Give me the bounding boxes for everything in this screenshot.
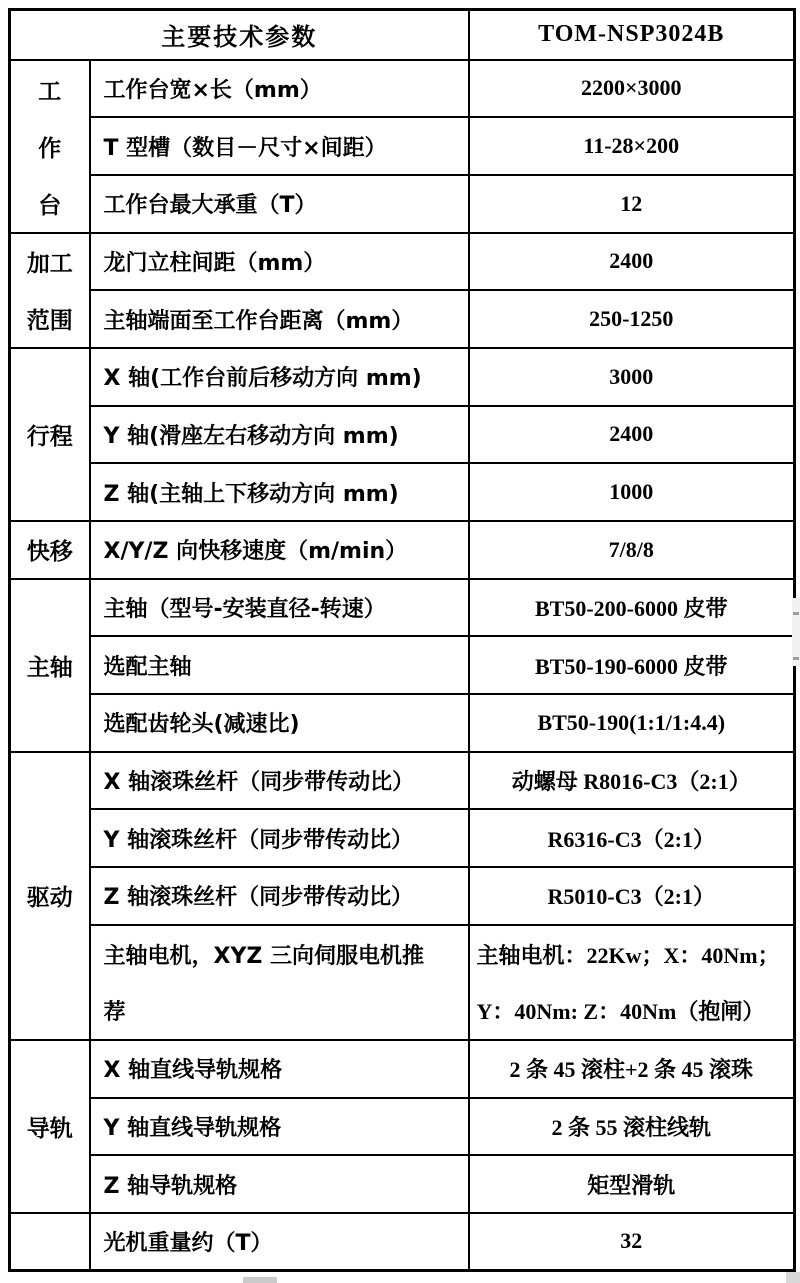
param-cell: 工作台宽×长（mm） xyxy=(90,60,469,118)
value-cell: 2 条 55 滚柱线轨 xyxy=(469,1098,795,1156)
row-rapid-speed xyxy=(10,521,795,579)
table-title: 主要技术参数 xyxy=(10,10,469,60)
value-cell: 11-28×200 xyxy=(469,117,795,175)
bottom-edge-artifact xyxy=(243,1277,277,1283)
param-cell: Y 轴滚珠丝杆（同步带传动比） xyxy=(90,809,469,867)
param-cell: Y 轴直线导轨规格 xyxy=(90,1098,469,1156)
row-column-distance xyxy=(10,233,795,291)
value-cell: R5010-C3（2:1） xyxy=(469,867,795,925)
value-cell: 2200×3000 xyxy=(469,60,795,118)
row-spindle-to-table xyxy=(10,290,795,348)
param-cell: Z 轴滚珠丝杆（同步带传动比） xyxy=(90,867,469,925)
param-cell: 龙门立柱间距（mm） xyxy=(90,233,469,291)
value-cell: 2400 xyxy=(469,406,795,464)
param-cell: Z 轴导轨规格 xyxy=(90,1155,469,1213)
value-cell: 3000 xyxy=(469,348,795,406)
row-tslot xyxy=(10,117,795,175)
row-max-load xyxy=(10,175,795,233)
param-cell: X 轴滚珠丝杆（同步带传动比） xyxy=(90,752,469,810)
value-cell: 7/8/8 xyxy=(469,521,795,579)
value-cell: 1000 xyxy=(469,463,795,521)
row-gear-head xyxy=(10,694,795,752)
header-row xyxy=(10,10,795,60)
scrollbar-tick xyxy=(793,612,799,615)
param-cell: Y 轴(滑座左右移动方向 mm) xyxy=(90,406,469,464)
category-worktable xyxy=(10,60,90,233)
row-z-guideway xyxy=(10,1155,795,1213)
param-cell: X 轴(工作台前后移动方向 mm) xyxy=(90,348,469,406)
value-cell: 2 条 45 滚柱+2 条 45 滚珠 xyxy=(469,1040,795,1098)
row-x-ballscrew xyxy=(10,752,795,810)
param-cell: 光机重量约（T） xyxy=(90,1213,469,1271)
value-cell xyxy=(469,925,795,1040)
value-cell: 12 xyxy=(469,175,795,233)
value-cell: BT50-200-6000 皮带 xyxy=(469,579,795,637)
row-y-ballscrew xyxy=(10,809,795,867)
param-cell: 选配齿轮头(减速比) xyxy=(90,694,469,752)
value-cell: 32 xyxy=(469,1213,795,1271)
row-y-travel xyxy=(10,406,795,464)
param-cell: X/Y/Z 向快移速度（m/min） xyxy=(90,521,469,579)
param-cell xyxy=(90,925,469,1040)
value-cell: R6316-C3（2:1） xyxy=(469,809,795,867)
row-worktable-width xyxy=(10,60,795,118)
category-guideway: 导轨 xyxy=(10,1040,90,1213)
category-rapid: 快移 xyxy=(10,521,90,579)
category-work-range-lines: 加工 范围 xyxy=(26,251,73,335)
row-x-guideway xyxy=(10,1040,795,1098)
category-empty xyxy=(10,1213,90,1271)
param-cell: 工作台最大承重（T） xyxy=(90,175,469,233)
row-machine-weight xyxy=(10,1213,795,1271)
motor-value-lines: 主轴电机：22Kw；X：40Nm； Y：40Nm: Z：40Nm（抱闸） xyxy=(476,942,780,1025)
value-cell: 2400 xyxy=(469,233,795,291)
row-z-ballscrew xyxy=(10,867,795,925)
value-cell: BT50-190-6000 皮带 xyxy=(469,636,795,694)
row-spindle xyxy=(10,579,795,637)
value-cell: 250-1250 xyxy=(469,290,795,348)
model-number: TOM-NSP3024B xyxy=(469,10,795,60)
motor-param-lines: 主轴电机，XYZ 三向伺服电机推 荐 xyxy=(103,943,425,1026)
param-cell: X 轴直线导轨规格 xyxy=(90,1040,469,1098)
param-cell: Z 轴(主轴上下移动方向 mm) xyxy=(90,463,469,521)
row-motors xyxy=(10,925,795,1040)
category-travel: 行程 xyxy=(10,348,90,521)
bottom-corner-artifact xyxy=(786,1272,800,1283)
row-optional-spindle xyxy=(10,636,795,694)
scrollbar-fragment xyxy=(792,598,800,666)
row-z-travel xyxy=(10,463,795,521)
category-work-range xyxy=(10,233,90,348)
param-cell: 主轴（型号-安装直径-转速） xyxy=(90,579,469,637)
value-cell: 矩型滑轨 xyxy=(469,1155,795,1213)
category-worktable-chars: 工 作 台 xyxy=(38,78,62,219)
row-y-guideway xyxy=(10,1098,795,1156)
value-cell: 动螺母 R8016-C3（2:1） xyxy=(469,752,795,810)
category-spindle: 主轴 xyxy=(10,579,90,752)
param-cell: 选配主轴 xyxy=(90,636,469,694)
param-cell: T 型槽（数目－尺寸×间距） xyxy=(90,117,469,175)
scrollbar-tick xyxy=(793,657,799,660)
param-cell: 主轴端面至工作台距离（mm） xyxy=(90,290,469,348)
spec-table xyxy=(8,8,796,1272)
row-x-travel xyxy=(10,348,795,406)
value-cell: BT50-190(1:1/1:4.4) xyxy=(469,694,795,752)
category-drive: 驱动 xyxy=(10,752,90,1040)
